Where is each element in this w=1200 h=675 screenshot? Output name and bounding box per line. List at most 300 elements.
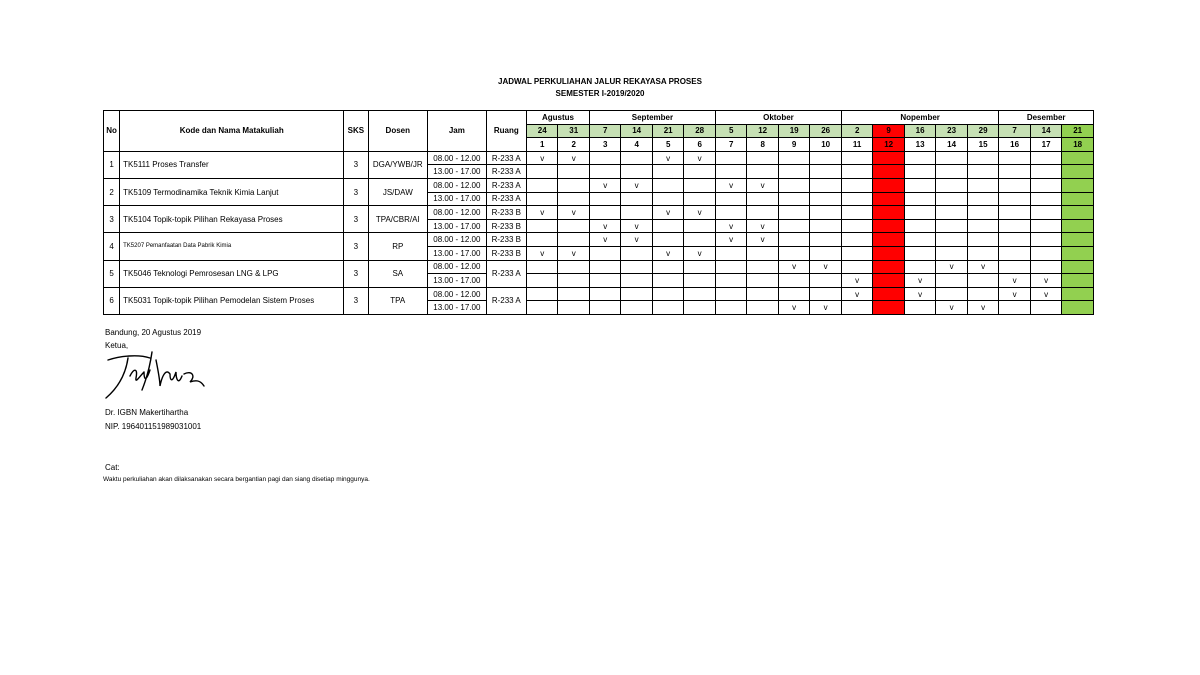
- schedule-cell: [778, 287, 809, 301]
- schedule-cell: [715, 301, 746, 315]
- schedule-cell: [526, 192, 557, 206]
- schedule-cell: [684, 192, 716, 206]
- schedule-cell: [841, 233, 872, 247]
- schedule-cell: [684, 301, 716, 315]
- course-name: TK5031 Topik-topik Pilihan Pemodelan Sistem Proses: [120, 287, 344, 314]
- schedule-cell: [999, 246, 1030, 260]
- schedule-cell: [526, 287, 557, 301]
- note-text: Waktu perkuliahan akan dilaksanakan secara bergantian pagi dan siang disetiap minggunya.: [103, 476, 370, 483]
- schedule-mark: v: [652, 151, 683, 165]
- course-sks: 3: [344, 151, 368, 178]
- schedule-mark: v: [684, 206, 716, 220]
- schedule-cell: [936, 274, 967, 288]
- schedule-cell: [936, 151, 967, 165]
- schedule-cell: [841, 192, 872, 206]
- schedule-cell: [652, 192, 683, 206]
- schedule-mark: v: [904, 287, 935, 301]
- note-label: Cat:: [105, 463, 120, 472]
- page-title: JADWAL PERKULIAHAN JALUR REKAYASA PROSES: [498, 77, 702, 86]
- schedule-cell: [589, 260, 620, 274]
- schedule-cell: [652, 233, 683, 247]
- schedule-cell: [1030, 246, 1061, 260]
- schedule-cell: [747, 260, 778, 274]
- date-cell: 21: [652, 124, 683, 138]
- course-number: 1: [104, 151, 120, 178]
- date-cell: 29: [967, 124, 999, 138]
- schedule-mark: v: [1030, 287, 1061, 301]
- schedule-cell: [1062, 246, 1094, 260]
- schedule-cell: [873, 301, 904, 315]
- schedule-cell: [1030, 301, 1061, 315]
- schedule-cell: [621, 165, 652, 179]
- schedule-cell: [652, 301, 683, 315]
- course-lecturer: RP: [368, 233, 428, 260]
- schedule-cell: [715, 287, 746, 301]
- date-cell: 7: [999, 124, 1030, 138]
- course-number: 2: [104, 178, 120, 205]
- session-room: R-233 B: [486, 233, 526, 247]
- schedule-cell: [904, 178, 935, 192]
- week-number-cell: 14: [936, 138, 967, 152]
- schedule-cell: [1062, 151, 1094, 165]
- session-time: 08.00 - 12.00: [428, 233, 487, 247]
- schedule-cell: [810, 206, 842, 220]
- schedule-cell: [747, 206, 778, 220]
- schedule-cell: [873, 274, 904, 288]
- course-sks: 3: [344, 178, 368, 205]
- schedule-cell: [621, 287, 652, 301]
- schedule-cell: [778, 165, 809, 179]
- schedule-cell: [747, 151, 778, 165]
- session-room: R-233 A: [486, 260, 526, 287]
- schedule-cell: [715, 151, 746, 165]
- schedule-cell: [904, 206, 935, 220]
- header-row-months: [104, 111, 1094, 125]
- schedule-cell: [936, 246, 967, 260]
- schedule-cell: [967, 274, 999, 288]
- schedule-cell: [526, 178, 557, 192]
- schedule-cell: [841, 219, 872, 233]
- date-cell: 2: [841, 124, 872, 138]
- schedule-cell: [810, 274, 842, 288]
- schedule-cell: [967, 246, 999, 260]
- table-row: [104, 151, 1094, 165]
- date-cell: 5: [715, 124, 746, 138]
- schedule-cell: [589, 246, 620, 260]
- schedule-cell: [967, 192, 999, 206]
- schedule-mark: v: [936, 260, 967, 274]
- session-room: R-233 A: [486, 178, 526, 192]
- schedule-cell: [1062, 301, 1094, 315]
- schedule-cell: [652, 178, 683, 192]
- schedule-cell: [810, 192, 842, 206]
- course-name: TK5046 Teknologi Pemrosesan LNG & LPG: [120, 260, 344, 287]
- schedule-cell: [999, 165, 1030, 179]
- semester-subtitle: SEMESTER I-2019/2020: [555, 89, 645, 98]
- session-room: R-233 A: [486, 165, 526, 179]
- schedule-cell: [778, 151, 809, 165]
- week-number-cell: 6: [684, 138, 716, 152]
- schedule-cell: [967, 165, 999, 179]
- schedule-cell: [810, 287, 842, 301]
- schedule-cell: [873, 178, 904, 192]
- schedule-cell: [873, 233, 904, 247]
- schedule-cell: [904, 151, 935, 165]
- schedule-cell: [1030, 206, 1061, 220]
- schedule-table: [103, 110, 1094, 315]
- schedule-cell: [652, 274, 683, 288]
- week-number-cell: 4: [621, 138, 652, 152]
- schedule-mark: v: [841, 274, 872, 288]
- schedule-cell: [684, 287, 716, 301]
- schedule-cell: [558, 178, 589, 192]
- schedule-cell: [999, 301, 1030, 315]
- schedule-cell: [841, 178, 872, 192]
- schedule-cell: [747, 246, 778, 260]
- schedule-mark: v: [621, 233, 652, 247]
- schedule-cell: [1030, 192, 1061, 206]
- schedule-cell: [873, 151, 904, 165]
- schedule-cell: [558, 301, 589, 315]
- schedule-cell: [967, 178, 999, 192]
- schedule-cell: [526, 260, 557, 274]
- schedule-cell: [999, 151, 1030, 165]
- month-header: Nopember: [841, 111, 998, 125]
- schedule-mark: v: [999, 287, 1030, 301]
- schedule-cell: [810, 178, 842, 192]
- schedule-cell: [841, 151, 872, 165]
- schedule-cell: [589, 301, 620, 315]
- week-number-cell: 7: [715, 138, 746, 152]
- schedule-cell: [747, 274, 778, 288]
- week-number-cell: 18: [1062, 138, 1094, 152]
- week-number-cell: 3: [589, 138, 620, 152]
- schedule-cell: [841, 260, 872, 274]
- table-row: [104, 287, 1094, 301]
- schedule-cell: [621, 260, 652, 274]
- date-cell: 12: [747, 124, 778, 138]
- week-number-cell: 16: [999, 138, 1030, 152]
- signer-name: Dr. IGBN Makertihartha: [105, 408, 189, 417]
- schedule-cell: [715, 165, 746, 179]
- schedule-cell: [810, 233, 842, 247]
- week-number-cell: 15: [967, 138, 999, 152]
- schedule-cell: [621, 192, 652, 206]
- schedule-cell: [558, 165, 589, 179]
- schedule-cell: [873, 287, 904, 301]
- schedule-cell: [936, 219, 967, 233]
- schedule-mark: v: [967, 301, 999, 315]
- schedule-cell: [999, 192, 1030, 206]
- month-header: Oktober: [715, 111, 841, 125]
- schedule-mark: v: [747, 233, 778, 247]
- schedule-cell: [747, 287, 778, 301]
- session-time: 13.00 - 17.00: [428, 301, 487, 315]
- schedule-cell: [936, 178, 967, 192]
- schedule-cell: [558, 219, 589, 233]
- schedule-mark: v: [526, 151, 557, 165]
- schedule-cell: [652, 260, 683, 274]
- month-header: Agustus: [526, 111, 589, 125]
- schedule-cell: [904, 260, 935, 274]
- header-jam: Jam: [428, 111, 487, 152]
- schedule-cell: [747, 301, 778, 315]
- schedule-cell: [936, 287, 967, 301]
- schedule-cell: [558, 260, 589, 274]
- schedule-cell: [558, 287, 589, 301]
- schedule-cell: [652, 287, 683, 301]
- signer-nip: NIP. 196401151989031001: [105, 422, 202, 431]
- schedule-mark: v: [558, 206, 589, 220]
- session-time: 08.00 - 12.00: [428, 178, 487, 192]
- schedule-cell: [1062, 206, 1094, 220]
- course-lecturer: DGA/YWB/JR: [368, 151, 428, 178]
- schedule-cell: [936, 165, 967, 179]
- course-sks: 3: [344, 206, 368, 233]
- schedule-cell: [621, 246, 652, 260]
- schedule-cell: [967, 206, 999, 220]
- schedule-cell: [810, 246, 842, 260]
- date-cell: 19: [778, 124, 809, 138]
- week-number-cell: 5: [652, 138, 683, 152]
- schedule-cell: [715, 192, 746, 206]
- course-lecturer: JS/DAW: [368, 178, 428, 205]
- schedule-cell: [1062, 192, 1094, 206]
- course-name: TK5109 Termodinamika Teknik Kimia Lanjut: [120, 178, 344, 205]
- course-number: 3: [104, 206, 120, 233]
- session-room: R-233 A: [486, 287, 526, 314]
- course-sks: 3: [344, 287, 368, 314]
- schedule-cell: [621, 274, 652, 288]
- place-date: Bandung, 20 Agustus 2019: [105, 328, 202, 337]
- session-time: 13.00 - 17.00: [428, 165, 487, 179]
- schedule-mark: v: [1030, 274, 1061, 288]
- week-number-cell: 11: [841, 138, 872, 152]
- schedule-cell: [873, 206, 904, 220]
- schedule-mark: v: [747, 219, 778, 233]
- schedule-cell: [967, 233, 999, 247]
- signer-role: Ketua,: [105, 341, 129, 350]
- schedule-cell: [621, 151, 652, 165]
- schedule-cell: [904, 246, 935, 260]
- schedule-cell: [589, 287, 620, 301]
- schedule-cell: [1030, 219, 1061, 233]
- course-sks: 3: [344, 233, 368, 260]
- header-sks: SKS: [344, 111, 368, 152]
- course-number: 6: [104, 287, 120, 314]
- header-ruang: Ruang: [486, 111, 526, 152]
- schedule-cell: [684, 165, 716, 179]
- schedule-cell: [967, 219, 999, 233]
- schedule-cell: [904, 192, 935, 206]
- date-cell: 23: [936, 124, 967, 138]
- date-cell: 14: [621, 124, 652, 138]
- schedule-cell: [841, 206, 872, 220]
- schedule-cell: [904, 233, 935, 247]
- week-number-cell: 10: [810, 138, 842, 152]
- schedule-mark: v: [904, 274, 935, 288]
- schedule-cell: [841, 301, 872, 315]
- schedule-mark: v: [684, 246, 716, 260]
- schedule-cell: [778, 206, 809, 220]
- schedule-cell: [999, 260, 1030, 274]
- schedule-cell: [1030, 178, 1061, 192]
- schedule-mark: v: [589, 233, 620, 247]
- schedule-cell: [999, 219, 1030, 233]
- schedule-cell: [621, 301, 652, 315]
- schedule-cell: [778, 192, 809, 206]
- schedule-cell: [1062, 233, 1094, 247]
- schedule-mark: v: [999, 274, 1030, 288]
- schedule-cell: [778, 274, 809, 288]
- schedule-cell: [1030, 233, 1061, 247]
- schedule-cell: [747, 165, 778, 179]
- week-number-cell: 12: [873, 138, 904, 152]
- week-number-cell: 17: [1030, 138, 1061, 152]
- schedule-mark: v: [810, 260, 842, 274]
- schedule-mark: v: [778, 301, 809, 315]
- schedule-cell: [967, 151, 999, 165]
- schedule-cell: [999, 233, 1030, 247]
- schedule-cell: [999, 206, 1030, 220]
- date-cell: 21: [1062, 124, 1094, 138]
- session-room: R-233 B: [486, 219, 526, 233]
- session-room: R-233 B: [486, 246, 526, 260]
- table-row: [104, 233, 1094, 247]
- schedule-cell: [873, 246, 904, 260]
- month-header: September: [589, 111, 715, 125]
- schedule-cell: [936, 233, 967, 247]
- schedule-cell: [999, 178, 1030, 192]
- schedule-cell: [1030, 151, 1061, 165]
- schedule-mark: v: [715, 233, 746, 247]
- course-sks: 3: [344, 260, 368, 287]
- session-time: 08.00 - 12.00: [428, 260, 487, 274]
- header-no: No: [104, 111, 120, 152]
- schedule-cell: [715, 260, 746, 274]
- schedule-mark: v: [589, 219, 620, 233]
- date-cell: 31: [558, 124, 589, 138]
- schedule-cell: [778, 178, 809, 192]
- schedule-cell: [589, 165, 620, 179]
- schedule-mark: v: [715, 219, 746, 233]
- schedule-mark: v: [747, 178, 778, 192]
- session-room: R-233 A: [486, 192, 526, 206]
- table-row: [104, 206, 1094, 220]
- week-number-cell: 13: [904, 138, 935, 152]
- schedule-mark: v: [778, 260, 809, 274]
- schedule-cell: [1062, 165, 1094, 179]
- schedule-cell: [810, 165, 842, 179]
- session-time: 13.00 - 17.00: [428, 192, 487, 206]
- schedule-cell: [967, 287, 999, 301]
- schedule-cell: [1062, 274, 1094, 288]
- schedule-cell: [904, 301, 935, 315]
- schedule-cell: [684, 233, 716, 247]
- schedule-cell: [873, 165, 904, 179]
- schedule-cell: [778, 246, 809, 260]
- schedule-cell: [873, 192, 904, 206]
- schedule-mark: v: [684, 151, 716, 165]
- session-time: 08.00 - 12.00: [428, 287, 487, 301]
- date-cell: 26: [810, 124, 842, 138]
- header-course: Kode dan Nama Matakuliah: [120, 111, 344, 152]
- schedule-cell: [1062, 219, 1094, 233]
- schedule-mark: v: [936, 301, 967, 315]
- signature-image: [100, 346, 220, 402]
- schedule-cell: [1062, 287, 1094, 301]
- schedule-mark: v: [621, 219, 652, 233]
- course-lecturer: TPA/CBR/AI: [368, 206, 428, 233]
- schedule-cell: [841, 165, 872, 179]
- schedule-cell: [936, 192, 967, 206]
- schedule-mark: v: [810, 301, 842, 315]
- header-dosen: Dosen: [368, 111, 428, 152]
- schedule-cell: [621, 206, 652, 220]
- schedule-cell: [1030, 165, 1061, 179]
- schedule-cell: [526, 219, 557, 233]
- date-cell: 24: [526, 124, 557, 138]
- schedule-cell: [715, 246, 746, 260]
- schedule-cell: [715, 274, 746, 288]
- schedule-mark: v: [652, 246, 683, 260]
- schedule-mark: v: [967, 260, 999, 274]
- course-name: TK5207 Pemanfaatan Data Pabrik Kimia: [120, 233, 344, 260]
- schedule-mark: v: [526, 206, 557, 220]
- date-cell: 16: [904, 124, 935, 138]
- schedule-mark: v: [652, 206, 683, 220]
- schedule-mark: v: [526, 246, 557, 260]
- session-time: 08.00 - 12.00: [428, 206, 487, 220]
- week-number-cell: 8: [747, 138, 778, 152]
- schedule-cell: [747, 192, 778, 206]
- schedule-cell: [589, 206, 620, 220]
- schedule-cell: [1030, 260, 1061, 274]
- course-name: TK5104 Topik-topik Pilihan Rekayasa Proses: [120, 206, 344, 233]
- schedule-mark: v: [558, 246, 589, 260]
- schedule-cell: [873, 260, 904, 274]
- schedule-cell: [904, 219, 935, 233]
- schedule-cell: [1062, 260, 1094, 274]
- schedule-cell: [589, 151, 620, 165]
- month-header: Desember: [999, 111, 1094, 125]
- schedule-mark: v: [715, 178, 746, 192]
- session-room: R-233 A: [486, 151, 526, 165]
- schedule-cell: [873, 219, 904, 233]
- schedule-cell: [589, 192, 620, 206]
- course-lecturer: TPA: [368, 287, 428, 314]
- schedule-cell: [1062, 178, 1094, 192]
- schedule-cell: [904, 165, 935, 179]
- schedule-cell: [810, 219, 842, 233]
- session-room: R-233 B: [486, 206, 526, 220]
- session-time: 13.00 - 17.00: [428, 219, 487, 233]
- schedule-cell: [652, 219, 683, 233]
- schedule-cell: [684, 260, 716, 274]
- schedule-cell: [936, 206, 967, 220]
- schedule-cell: [778, 233, 809, 247]
- schedule-cell: [778, 219, 809, 233]
- schedule-mark: v: [621, 178, 652, 192]
- schedule-cell: [684, 178, 716, 192]
- date-cell: 7: [589, 124, 620, 138]
- schedule-cell: [841, 246, 872, 260]
- course-name: TK5111 Proses Transfer: [120, 151, 344, 178]
- schedule-cell: [558, 233, 589, 247]
- date-cell: 28: [684, 124, 716, 138]
- schedule-cell: [526, 233, 557, 247]
- table-row: [104, 178, 1094, 192]
